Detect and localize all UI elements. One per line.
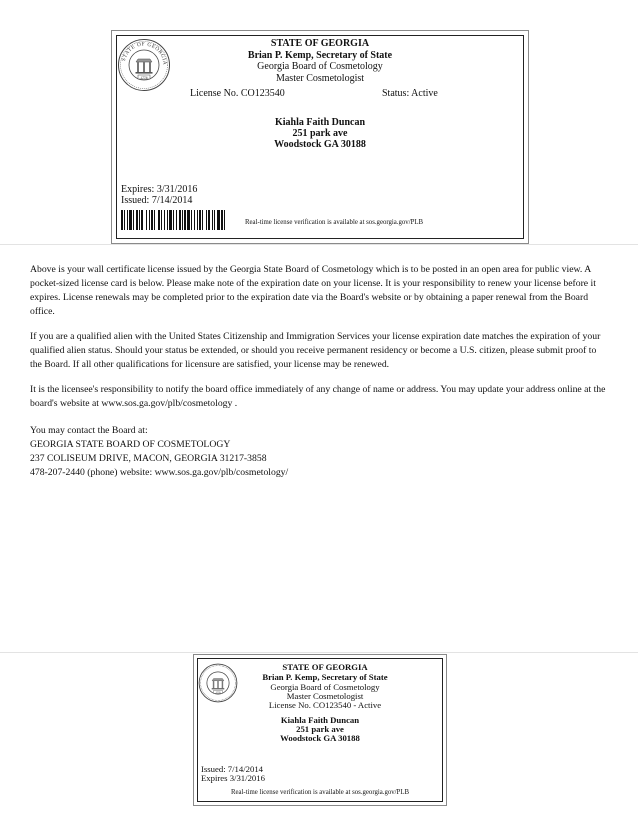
barcode-bar <box>164 210 165 230</box>
pocket-holder-address-line2: Woodstock GA 30188 <box>280 733 360 743</box>
seal-ring-text: STATE OF GEORGIA <box>120 41 168 66</box>
barcode-bar <box>154 210 155 230</box>
barcode-bar <box>206 210 207 230</box>
paragraph-change-notice: It is the licensee's responsibility to notify the board office immediately of any change of name or address. You may update your address online at the board's website at www.sos.ga.gov/plb/cosmetology . <box>30 384 606 409</box>
seal-year: 1776 <box>140 75 148 80</box>
holder-name: Kiahla Faith Duncan <box>274 117 366 128</box>
top-divider <box>0 244 638 245</box>
barcode-bar <box>139 210 140 230</box>
barcode-bar <box>167 210 168 230</box>
barcode-bar <box>161 210 162 230</box>
barcode-bar <box>169 210 172 230</box>
state-title: STATE OF GEORGIA <box>270 38 370 49</box>
pocket-secretary-name: Brian P. Kemp, Secretary of State <box>262 672 388 682</box>
holder-address-line1: 251 park ave <box>292 128 348 139</box>
barcode-bar <box>121 210 123 230</box>
contact-address: 237 COLISEUM DRIVE, MACON, GEORGIA 31217-3858 <box>30 453 267 464</box>
barcode-bar <box>191 210 192 230</box>
barcode-bar <box>129 210 132 230</box>
barcode-bar <box>184 210 186 230</box>
barcode-bar <box>212 210 213 230</box>
barcode-bar <box>197 210 198 230</box>
barcode-bar <box>149 210 150 230</box>
contact-board-name: GEORGIA STATE BOARD OF COSMETOLOGY <box>30 439 231 450</box>
barcode-bar <box>141 210 143 230</box>
expiration-date: Expires: 3/31/2016 <box>121 184 198 195</box>
barcode-bar <box>199 210 201 230</box>
board-name: Georgia Board of Cosmetology <box>257 61 383 72</box>
barcode-bar <box>202 210 203 230</box>
barcode-bar <box>158 210 160 230</box>
pocket-holder-address-line1: 251 park ave <box>296 724 344 734</box>
verification-note: Real-time license verification is available at sos.georgia.gov/PLB <box>245 219 424 226</box>
holder-address-line2: Woodstock GA 30188 <box>274 139 366 150</box>
barcode-bar <box>179 210 181 230</box>
barcode-bar <box>208 210 210 230</box>
license-number: License No. CO123540 <box>190 88 285 99</box>
barcode-bar <box>146 210 147 230</box>
barcode-bar <box>214 210 215 230</box>
barcode-bar <box>173 210 174 230</box>
pocket-license-type: Master Cosmetologist <box>286 691 364 701</box>
secretary-name: Brian P. Kemp, Secretary of State <box>247 50 393 61</box>
license-status: Status: Active <box>382 88 438 99</box>
pocket-state-title: STATE OF GEORGIA <box>282 662 368 672</box>
bottom-divider <box>0 652 638 653</box>
pocket-holder-name: Kiahla Faith Duncan <box>280 715 360 725</box>
barcode-bar <box>187 210 190 230</box>
pocket-georgia-seal-icon <box>198 663 238 703</box>
barcode-bar <box>136 210 138 230</box>
barcode-bar <box>224 210 225 230</box>
contact-intro: You may contact the Board at: <box>30 425 148 436</box>
issue-date: Issued: 7/14/2014 <box>121 195 193 206</box>
paragraph-wall-certificate: Above is your wall certificate license issued by the Georgia State Board of Cosmetology which is to be posted in an open area for public view. A pocket-sized license card is below. Please make note of the expiration date on your license. It is your responsibility to renew your license before it expires. License renewals may be completed prior to the expiration date via the Board's website or by obtaining a paper renewal from the Board office. <box>30 264 596 317</box>
barcode-bar <box>124 210 125 230</box>
pocket-board-name: Georgia Board of Cosmetology <box>270 682 380 692</box>
license-type: Master Cosmetologist <box>275 73 365 84</box>
barcode-bar <box>217 210 220 230</box>
barcode-bar <box>182 210 183 230</box>
pocket-seal-year: 1776 <box>215 690 221 694</box>
license-barcode <box>121 210 227 230</box>
pocket-verification-note: Real-time license verification is available at sos.georgia.gov/PLB <box>230 789 410 796</box>
barcode-bar <box>176 210 177 230</box>
barcode-bar <box>133 210 134 230</box>
barcode-bar <box>151 210 153 230</box>
barcode-bar <box>194 210 195 230</box>
contact-phone-website: 478-207-2440 (phone) website: www.sos.ga.gov/plb/cosmetology/ <box>30 467 289 478</box>
barcode-bar <box>221 210 223 230</box>
paragraph-qualified-alien: If you are a qualified alien with the United States Citizenship and Immigration Services your license expiration date matches the expiration of your qualified alien status. Should your status be extended, or should you receive permanent residency or become a U.S. citizen, please submit proof to the Board. If all other qualifications for licensure are satisfied, your license may be renewed. <box>30 331 601 370</box>
pocket-license-line: License No. CO123540 - Active <box>268 700 382 710</box>
pocket-expiration-date: Expires 3/31/2016 <box>201 773 265 783</box>
pocket-issue-date: Issued: 7/14/2014 <box>201 764 264 774</box>
barcode-bar <box>127 210 128 230</box>
